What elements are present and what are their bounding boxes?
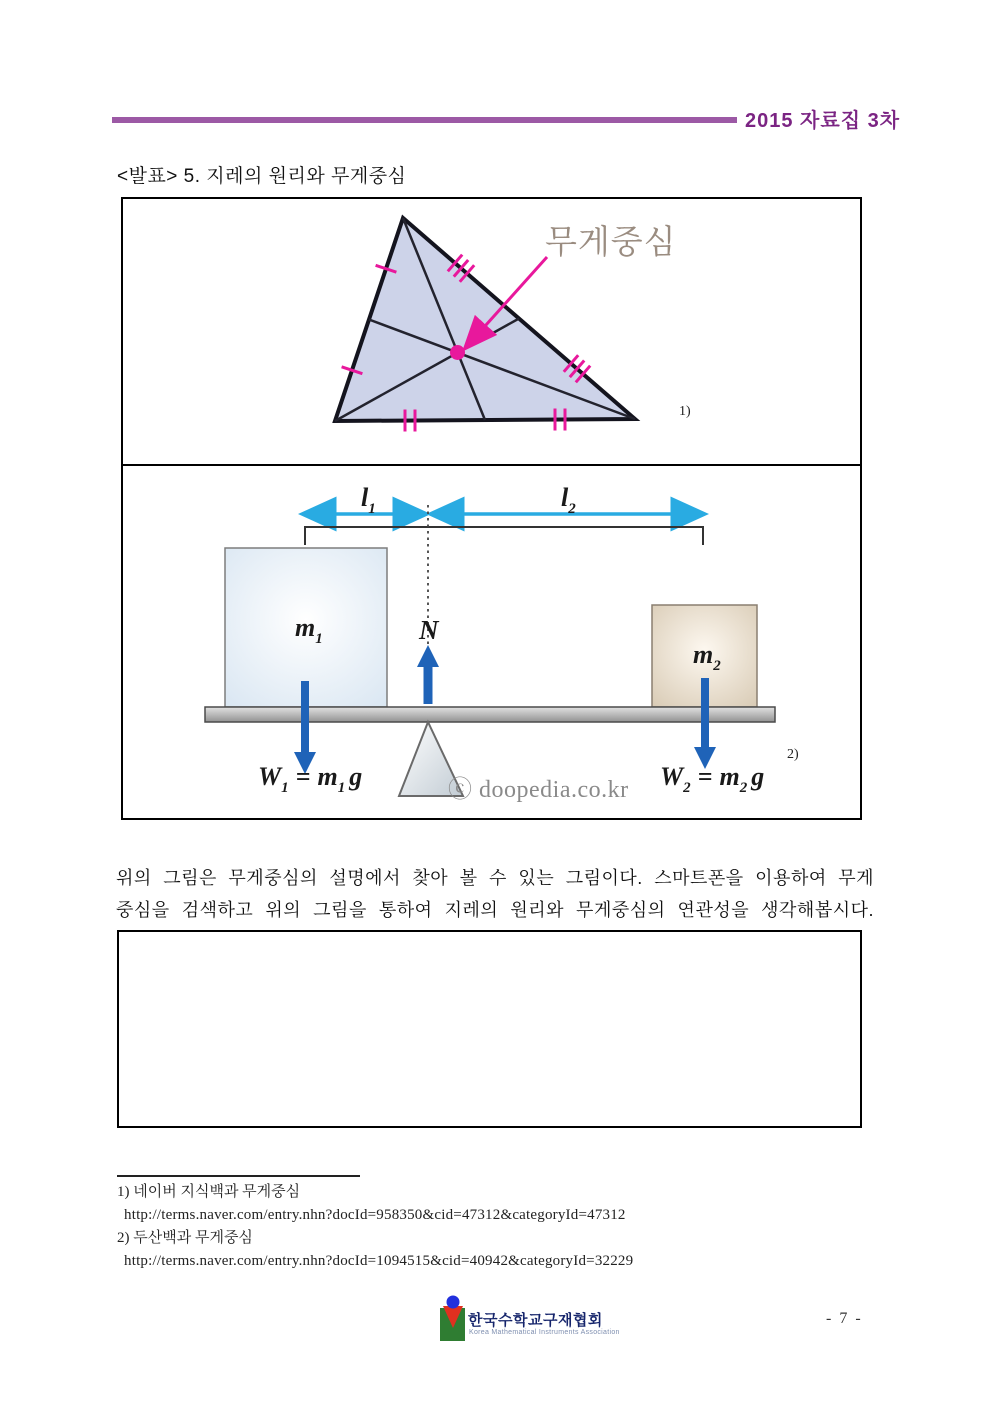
footnote-2-marker: 2)	[117, 1230, 130, 1246]
footnote-2-url: http://terms.naver.com/entry.nhn?docId=1094515&cid=40942&categoryId=32229	[124, 1253, 634, 1269]
org-name-english: Korea Mathematical Instruments Association	[469, 1329, 620, 1336]
m2-label: $m_2$	[693, 640, 721, 674]
lever-beam	[205, 707, 775, 722]
watermark: ⓒ doopedia.co.kr	[448, 777, 629, 803]
page-title: <발표> 5. 지레의 원리와 무게중심	[117, 166, 407, 187]
l2-label: $l_2$	[561, 483, 576, 517]
page-number: - 7 -	[826, 1310, 863, 1327]
footnote-2-title	[117, 1227, 817, 1250]
normal-force-label: N	[419, 615, 439, 645]
footnotes	[117, 1181, 817, 1273]
footnote-separator	[117, 1175, 360, 1177]
lever-figure	[123, 466, 860, 816]
lever-figure-cell	[123, 466, 860, 818]
footnote-marker-2: 2)	[787, 747, 799, 762]
footnote-2-label: 두산백과 무게중심	[133, 1230, 253, 1246]
m1-label: $m_1$	[295, 613, 323, 647]
answer-box	[117, 930, 862, 1128]
centroid-point	[450, 345, 465, 360]
footnote-1-marker: 1)	[117, 1184, 130, 1200]
header-edition-label: 2015 자료집 3차	[745, 110, 901, 132]
w1-formula: $W_1 = m_1$ g	[258, 762, 363, 796]
triangle-figure-cell	[123, 199, 860, 466]
org-name-korean: 한국수학교구재협회	[468, 1312, 603, 1329]
footnote-1-title	[117, 1181, 817, 1204]
header-accent-rule	[112, 117, 737, 123]
l1-label: $l_1$	[361, 483, 376, 517]
footer	[437, 1295, 977, 1355]
span-bracket	[305, 527, 703, 545]
w2-formula: $W_2 = m_2$ g	[660, 762, 765, 796]
body-line-1: 위의 그림은 무게중심의 설명에서 찾아 볼 수 있는 그림이다. 스마트폰을 이용하여 무게	[116, 868, 874, 888]
footnote-1-url: http://terms.naver.com/entry.nhn?docId=958350&cid=47312&categoryId=47312	[124, 1207, 626, 1223]
figure-box	[121, 197, 862, 820]
normal-force-arrow	[417, 645, 439, 704]
footnote-1-label: 네이버 지식백과 무게중심	[133, 1184, 301, 1200]
body-line-2: 중심을 검색하고 위의 그림을 통하여 지레의 원리와 무게중심의 연관성을 생각해봅시다.	[116, 900, 874, 920]
footnote-marker-1: 1)	[679, 404, 691, 419]
centroid-triangle-figure	[123, 199, 860, 464]
kmia-logo-icon	[437, 1295, 469, 1347]
centroid-label: 무게중심	[545, 223, 677, 260]
body-paragraph	[116, 862, 874, 926]
